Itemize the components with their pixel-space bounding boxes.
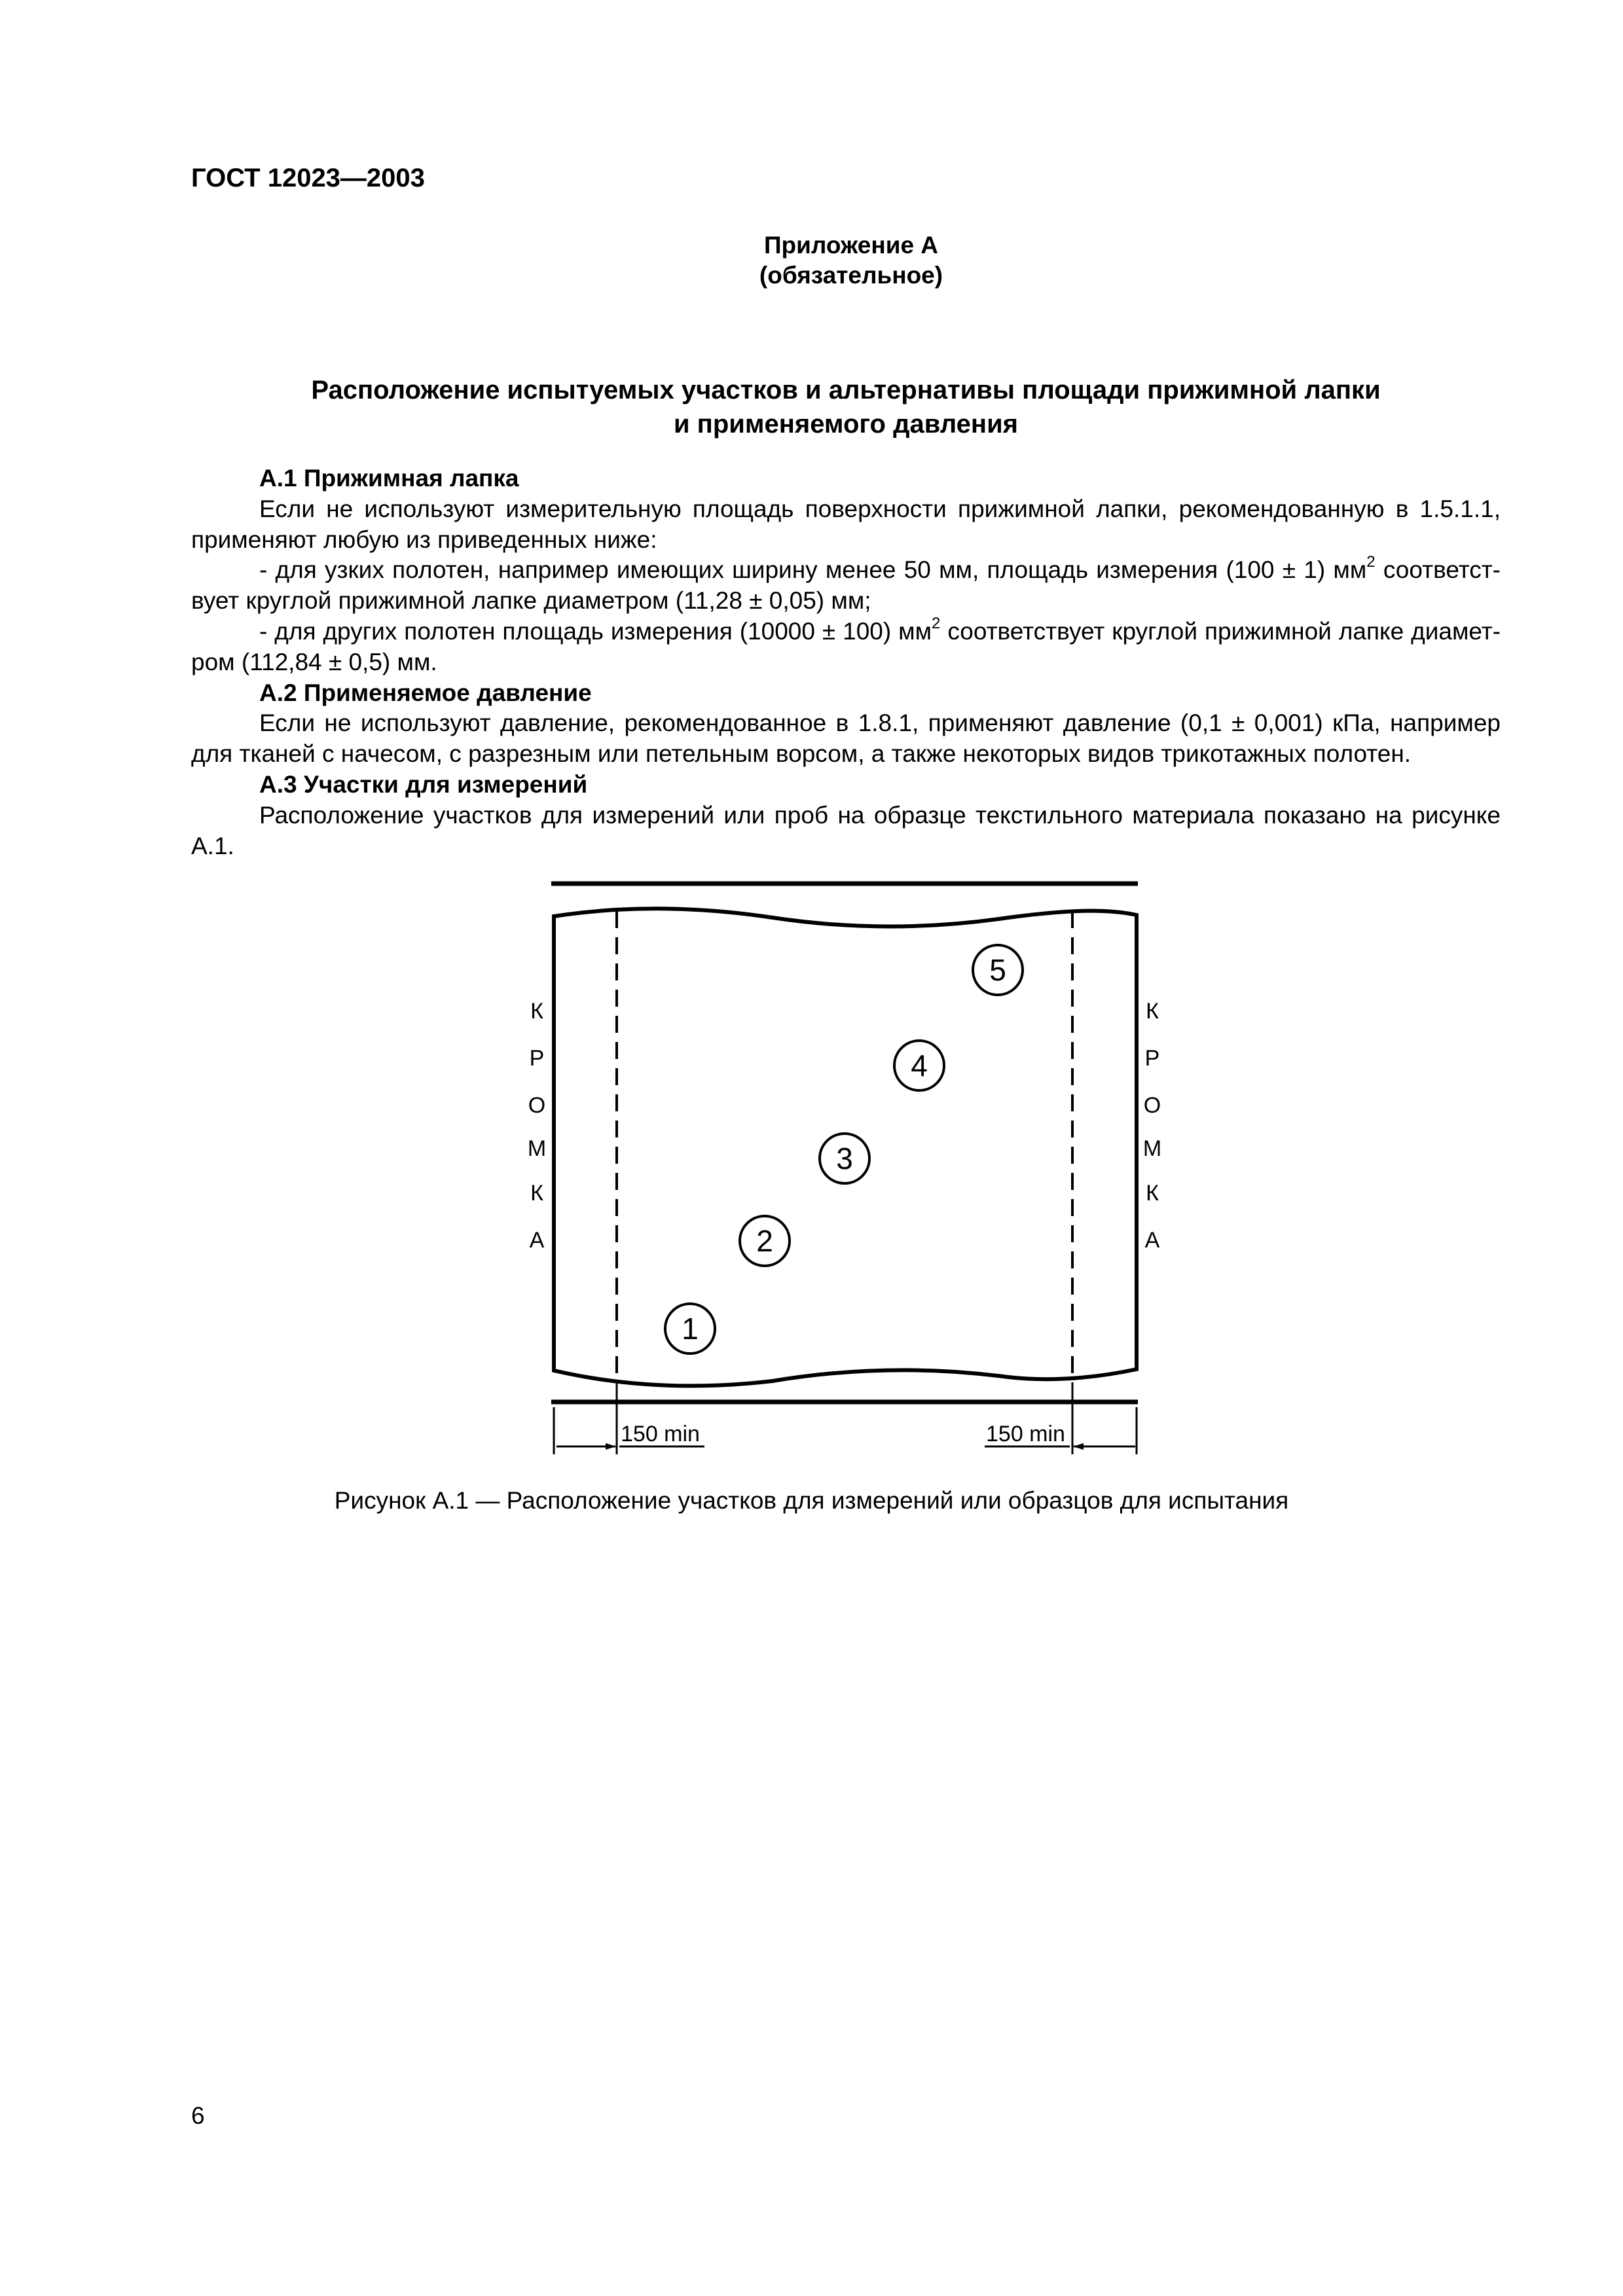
item-2-text: - для других полотен площадь измерения (10000 ± 100) мм bbox=[259, 617, 932, 645]
item-2-superscript: 2 bbox=[932, 614, 941, 632]
appendix-title: Приложение А bbox=[763, 232, 939, 259]
right-edge-letter: О bbox=[1143, 1093, 1161, 1118]
dimension-label-right: 150 min bbox=[986, 1422, 1065, 1446]
item-1-superscript: 2 bbox=[1366, 553, 1376, 571]
subsection-heading-a3: А.3 Участки для измерений bbox=[259, 770, 588, 798]
right-edge-letter: Р bbox=[1144, 1046, 1160, 1071]
test-area-label-3: 3 bbox=[836, 1141, 853, 1175]
dimension-label-left: 150 min bbox=[621, 1422, 700, 1446]
test-area-label-1: 1 bbox=[682, 1312, 699, 1346]
appendix-status: (обязательное) bbox=[759, 262, 943, 289]
item-1-text: - для узких полотен, например имеющих ширину менее 50 мм, площадь измерения (100 ± 1) мм bbox=[259, 556, 1367, 584]
right-edge-letter: К bbox=[1146, 999, 1159, 1024]
left-edge-letter: М bbox=[527, 1136, 547, 1161]
test-area-label-4: 4 bbox=[911, 1049, 928, 1083]
paragraph-a2: Если не используют давление, рекомендованное в 1.8.1, применяют давление (0,1 ± 0,001) кПа, например для тканей с начесом, с разрезным или петельным ворсом, а также некоторых видов трикотажных полотен. bbox=[191, 709, 1501, 768]
right-edge-label bbox=[1143, 999, 1161, 1253]
left-edge-letter: А bbox=[529, 1228, 545, 1253]
subsection-heading-a1: А.1 Прижимная лапка bbox=[259, 465, 519, 492]
right-edge-letter: А bbox=[1144, 1228, 1160, 1253]
document-header: ГОСТ 12023—2003 bbox=[191, 164, 425, 192]
test-area-label-5: 5 bbox=[989, 953, 1006, 987]
paragraph-a3: Расположение участков для измерений или проб на образце текстильного материала показано на рисунке А.1. bbox=[191, 801, 1501, 859]
left-edge-letter: О bbox=[528, 1093, 546, 1118]
test-area-label-2: 2 bbox=[756, 1224, 773, 1258]
left-edge-letter: Р bbox=[529, 1046, 545, 1071]
figure-caption: Рисунок А.1 — Расположение участков для измерений или образцов для испытания bbox=[334, 1487, 1289, 1514]
left-edge-letter: К bbox=[530, 1181, 543, 1206]
left-edge-letter: К bbox=[530, 999, 543, 1024]
right-edge-letter: М bbox=[1142, 1136, 1162, 1161]
item-1-text-end: соответст-вует круглой прижимной лапке диаметром (11,28 ± 0,05) мм; bbox=[191, 556, 1501, 615]
section-title-line-1: Расположение испытуемых участков и альтернативы площади прижимной лапки bbox=[311, 376, 1381, 404]
section-title-line-2: и применяемого давления bbox=[673, 410, 1019, 439]
right-edge-letter: К bbox=[1146, 1181, 1159, 1206]
left-edge-label bbox=[528, 999, 546, 1253]
page-number: 6 bbox=[191, 2102, 205, 2129]
item-2-text-end: соответствует круглой прижимной лапке диамет-ром (112,84 ± 0,5) мм. bbox=[191, 617, 1501, 675]
subsection-heading-a2: А.2 Применяемое давление bbox=[259, 679, 592, 706]
paragraph-a1-intro: Если не используют измерительную площадь поверхности прижимной лапки, рекомендованную в 1.5.1.1, применяют любую из приведенных ниже: bbox=[191, 495, 1501, 553]
